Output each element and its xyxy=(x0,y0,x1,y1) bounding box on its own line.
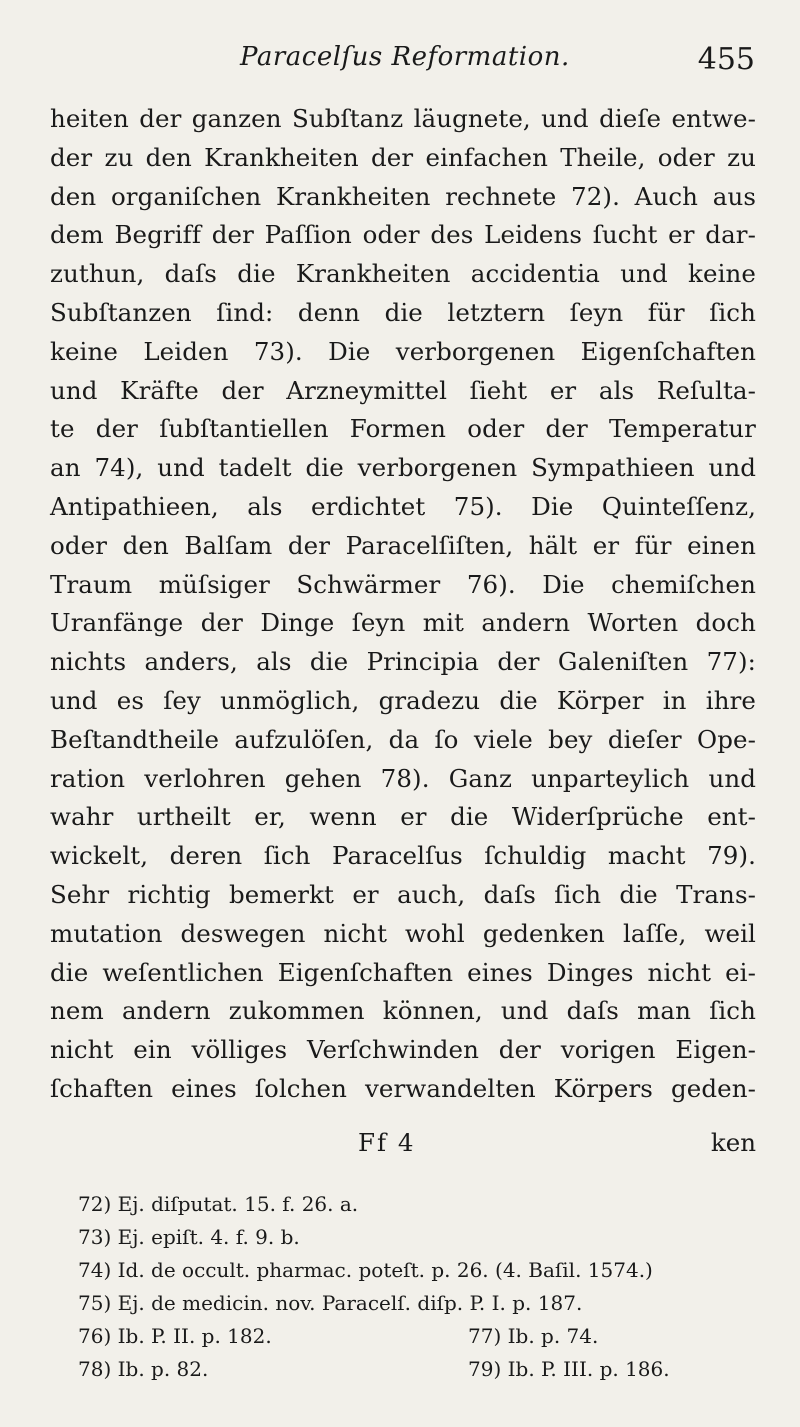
text-line: Beſtandtheile aufzulöſen, da ſo viele bey dieſer Ope- xyxy=(50,724,756,754)
text-line: und es ſey unmöglich, gradezu die Körper in ihre xyxy=(50,685,756,715)
text-line: Sehr richtig bemerkt er auch, daſs ſich die Trans- xyxy=(50,879,756,909)
body-text xyxy=(50,100,756,1109)
text-line: te der ſubſtantiellen Formen oder der Temperatur xyxy=(50,414,756,444)
footnote: 74) Id. de occult. pharmac. poteſt. p. 26. (4. Baſil. 1574.) xyxy=(78,1258,653,1282)
running-head: Paracelſus Reformation. xyxy=(240,42,570,72)
text-line: dem Begriff der Paſſion oder des Leidens ſucht er dar- xyxy=(50,220,756,250)
footnote: 72) Ej. diſputat. 15. f. 26. a. xyxy=(78,1192,359,1216)
text-line: zuthun, daſs die Krankheiten accidentia und keine xyxy=(50,259,756,289)
footnote-row xyxy=(78,1320,758,1353)
text-line: den organiſchen Krankheiten rechnete 72). Auch aus xyxy=(50,181,756,211)
text-line: heiten der ganzen Subſtanz läugnete, und dieſe entwe- xyxy=(50,104,756,133)
footnote: 73) Ej. epiſt. 4. f. 9. b. xyxy=(78,1225,300,1249)
signature-mark: Ff 4 xyxy=(358,1128,416,1157)
text-line: der zu den Krankheiten der einfachen Theile, oder zu xyxy=(50,142,756,172)
footnote: 79) Ib. P. III. p. 186. xyxy=(468,1357,670,1381)
text-line: wahr urtheilt er, wenn er die Widerſprüche ent- xyxy=(50,802,756,832)
text-line: ration verlohren gehen 78). Ganz unparteylich und xyxy=(50,763,756,793)
catchword: ken xyxy=(710,1128,756,1157)
text-line: keine Leiden 73). Die verborgenen Eigenſchaften xyxy=(50,336,756,366)
text-line: Uranfänge der Dinge ſeyn mit andern Worten doch xyxy=(50,608,756,638)
page-number: 455 xyxy=(697,42,755,77)
footnote: 76) Ib. P. II. p. 182. xyxy=(78,1324,272,1348)
footnote: 77) Ib. p. 74. xyxy=(468,1324,599,1348)
footnote: 78) Ib. p. 82. xyxy=(78,1357,209,1381)
text-line: wickelt, deren ſich Paracelſus ſchuldig macht 79). xyxy=(50,841,756,871)
footnote: 75) Ej. de medicin. nov. Paracelſ. diſp. P. I. p. 187. xyxy=(78,1291,583,1315)
footnote-row xyxy=(78,1353,758,1386)
text-line: Antipathieen, als erdichtet 75). Die Quinteſſenz, xyxy=(50,491,756,521)
text-line: und Kräfte der Arzneymittel ſieht er als Reſulta- xyxy=(50,375,756,405)
text-line: Traum müſsiger Schwärmer 76). Die chemiſchen xyxy=(50,569,756,599)
footnotes xyxy=(78,1188,758,1386)
text-line: Subſtanzen ſind: denn die letztern ſeyn für ſich xyxy=(50,297,756,327)
text-line: oder den Balſam der Paracelſiſten, hält er für einen xyxy=(50,530,756,560)
page-header xyxy=(50,42,755,82)
text-line: nicht ein völliges Verſchwinden der vorigen Eigen- xyxy=(50,1035,756,1065)
text-line: an 74), und tadelt die verborgenen Sympathieen und xyxy=(50,453,756,483)
text-line: nem andern zukommen können, und daſs man ſich xyxy=(50,996,756,1026)
text-line: ſchaften eines ſolchen verwandelten Körpers geden- xyxy=(50,1073,756,1103)
text-line: mutation deswegen nicht wohl gedenken laſſe, weil xyxy=(50,918,756,948)
text-line: die weſentlichen Eigenſchaften eines Dinges nicht ei- xyxy=(50,957,756,987)
text-line: nichts anders, als die Principia der Galeniſten 77): xyxy=(50,647,756,677)
page-footer xyxy=(50,1128,756,1168)
